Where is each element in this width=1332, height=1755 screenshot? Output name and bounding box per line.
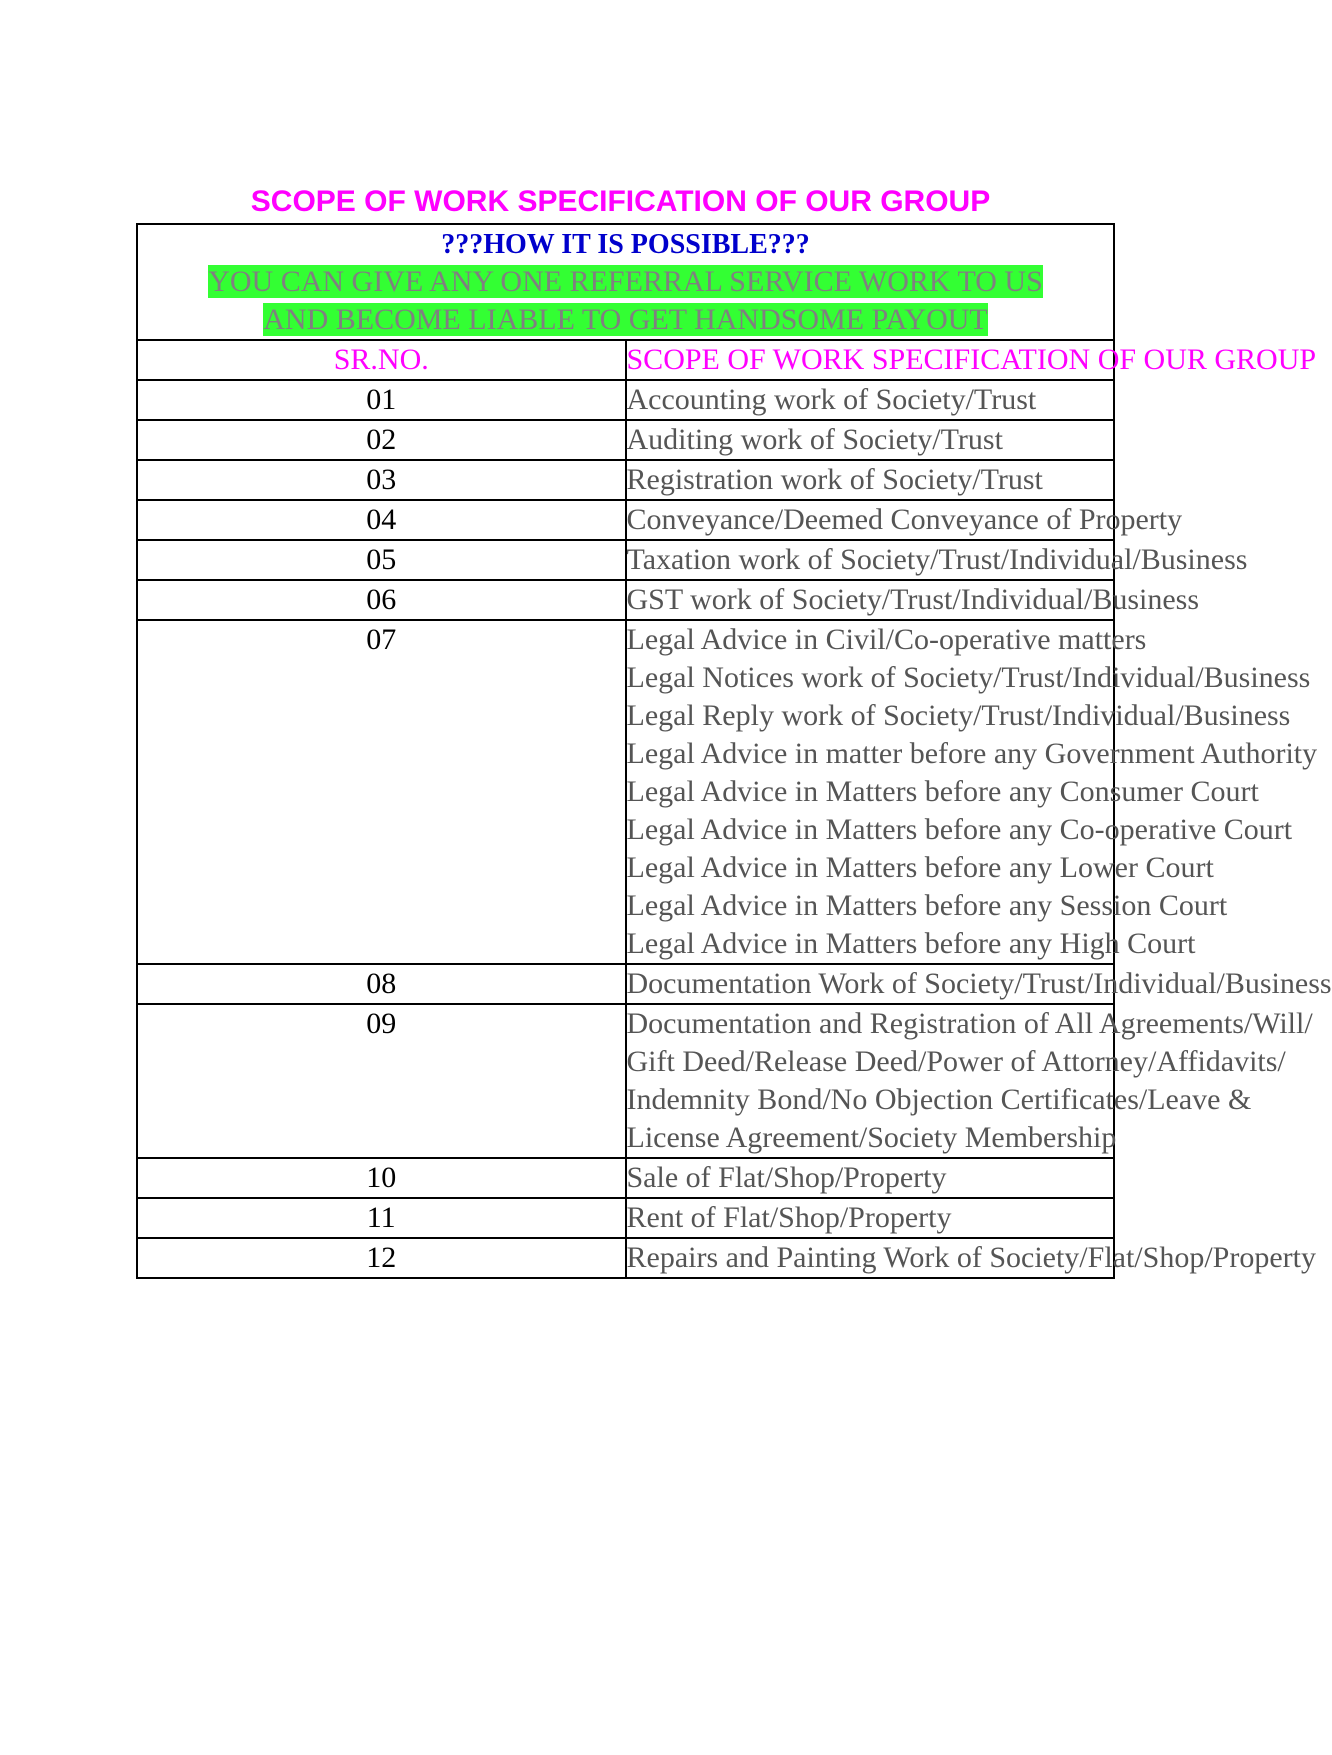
table-row — [137, 1238, 1114, 1278]
header-sr-no: SR.NO. — [137, 340, 626, 380]
sr-no-cell: 12 — [137, 1238, 626, 1278]
document-title: SCOPE OF WORK SPECIFICATION OF OUR GROUP — [250, 185, 991, 218]
sr-no-cell: 06 — [137, 580, 626, 620]
scope-description-line: Legal Advice in Matters before any High Court — [626, 927, 1196, 960]
scope-description-cell — [626, 380, 1115, 420]
scope-description-cell — [626, 540, 1248, 580]
banner-highlight-line-1-wrap — [138, 263, 1113, 301]
scope-description-line: Indemnity Bond/No Objection Certificates/Leave & — [626, 1083, 1252, 1116]
scope-description-line: Legal Notices work of Society/Trust/Individual/Business — [626, 661, 1311, 694]
table-row — [137, 380, 1114, 420]
scope-description-line: GST work of Society/Trust/Individual/Business — [626, 583, 1200, 616]
scope-description-cell — [626, 1158, 1115, 1198]
banner-row — [137, 224, 1114, 340]
sr-no-cell: 11 — [137, 1198, 626, 1238]
sr-no-cell: 04 — [137, 500, 626, 540]
scope-description-line: Accounting work of Society/Trust — [626, 383, 1037, 416]
sr-no-cell: 02 — [137, 420, 626, 460]
sr-no-cell: 03 — [137, 460, 626, 500]
table-row — [137, 1198, 1114, 1238]
scope-description-line: Documentation and Registration of All Agreements/Will/ — [626, 1007, 1313, 1040]
scope-description-line: Repairs and Painting Work of Society/Flat/Shop/Property — [626, 1241, 1316, 1274]
scope-description-line: Legal Advice in Matters before any Consumer Court — [626, 775, 1259, 808]
scope-description-line: Legal Advice in Civil/Co-operative matters — [626, 623, 1147, 656]
scope-description-line: Conveyance/Deemed Conveyance of Property — [626, 503, 1183, 536]
scope-description-line: Rent of Flat/Shop/Property — [626, 1201, 952, 1234]
header-scope: SCOPE OF WORK SPECIFICATION OF OUR GROUP — [626, 340, 1115, 380]
scope-description-line: Registration work of Society/Trust — [626, 463, 1043, 496]
table-row — [137, 1004, 1114, 1158]
banner-highlight-line-2-wrap — [138, 301, 1113, 339]
scope-description-line: Taxation work of Society/Trust/Individual/Business — [626, 543, 1248, 576]
table-header-row — [137, 340, 1114, 380]
scope-description-cell — [626, 580, 1200, 620]
table-row — [137, 620, 1114, 964]
table-row — [137, 460, 1114, 500]
scope-description-line: Legal Advice in Matters before any Session Court — [626, 889, 1228, 922]
scope-description-cell — [626, 964, 1332, 1004]
scope-table-body — [137, 224, 1332, 1278]
sr-no-cell: 09 — [137, 1004, 626, 1158]
banner-highlight-line-1: YOU CAN GIVE ANY ONE REFERRAL SERVICE WORK TO US — [208, 265, 1043, 298]
table-row — [137, 540, 1114, 580]
scope-description-cell — [626, 500, 1183, 540]
scope-description-line: Sale of Flat/Shop/Property — [626, 1161, 947, 1194]
sr-no-cell: 05 — [137, 540, 626, 580]
scope-description-line: Auditing work of Society/Trust — [626, 423, 1003, 456]
scope-description-cell — [626, 620, 1318, 964]
sr-no-cell: 07 — [137, 620, 626, 964]
scope-description-line: Legal Advice in matter before any Government Authority — [626, 737, 1318, 770]
scope-description-cell — [626, 420, 1115, 460]
table-row — [137, 420, 1114, 460]
scope-description-cell — [626, 1238, 1316, 1278]
scope-description-line: Legal Advice in Matters before any Co-operative Court — [626, 813, 1293, 846]
sr-no-cell: 01 — [137, 380, 626, 420]
sr-no-cell: 08 — [137, 964, 626, 1004]
table-row — [137, 580, 1114, 620]
scope-table — [136, 223, 1332, 1279]
scope-description-line: Legal Advice in Matters before any Lower Court — [626, 851, 1214, 884]
scope-description-line: Documentation Work of Society/Trust/Individual/Business — [626, 967, 1332, 1000]
scope-description-cell — [626, 460, 1115, 500]
scope-description-line: License Agreement/Society Membership — [626, 1121, 1117, 1154]
banner-cell — [137, 224, 1114, 340]
sr-no-cell: 10 — [137, 1158, 626, 1198]
scope-description-line: Gift Deed/Release Deed/Power of Attorney/Affidavits/ — [626, 1045, 1286, 1078]
table-row — [137, 964, 1114, 1004]
scope-description-line: Legal Reply work of Society/Trust/Individual/Business — [626, 699, 1291, 732]
table-row — [137, 500, 1114, 540]
scope-description-cell — [626, 1004, 1313, 1158]
scope-description-cell — [626, 1198, 1115, 1238]
banner-highlight-line-2: AND BECOME LIABLE TO GET HANDSOME PAYOUT — [263, 303, 988, 336]
table-row — [137, 1158, 1114, 1198]
banner-question: ???HOW IT IS POSSIBLE??? — [441, 229, 810, 260]
